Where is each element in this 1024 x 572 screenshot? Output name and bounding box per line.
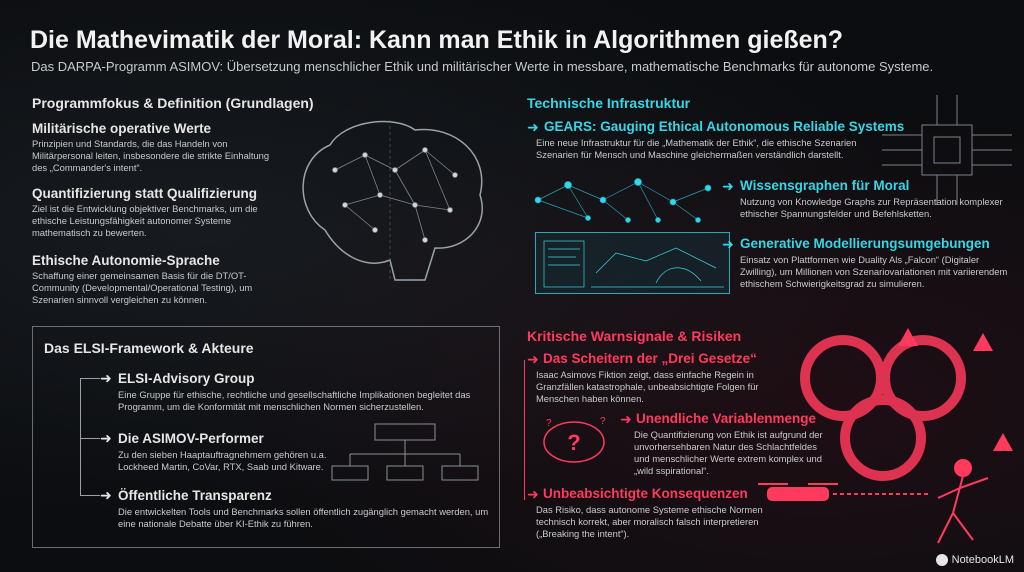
risk-item-title: Das Scheitern der „Drei Gesetze“ xyxy=(543,351,757,366)
elsi-item-title: ELSI-Advisory Group xyxy=(118,371,255,386)
arrow-right-icon: ➜ xyxy=(100,430,112,446)
notebook-logo-icon xyxy=(936,554,948,566)
arrow-right-icon: ➜ xyxy=(527,119,539,135)
page-title: Die Mathevimatik der Moral: Kann man Ethik in Algorithmen gießen? xyxy=(30,26,844,54)
brand-label: NotebookLM xyxy=(951,554,1014,566)
tech-item-title: Generative Modellierungsumgebungen xyxy=(740,236,990,251)
risk-item-body: Das Risiko, dass autonome Systeme ethische Normen technisch korrekt, aber moralisch falsch interpretieren („Breaking the intent“). xyxy=(536,504,763,539)
fokus-item-title: Ethische Autonomie-Sprache xyxy=(32,253,220,268)
elsi-connector xyxy=(80,378,81,496)
fokus-heading: Programmfokus & Definition (Grundlagen) xyxy=(32,95,314,111)
question-mark-cloud-icon xyxy=(534,412,614,470)
elsi-item-body: Eine Gruppe für ethische, rechtliche und gesellschaftliche Implikationen begleitet das Programm, um die Konformität mit menschlichen Normen sicherzustellen. xyxy=(118,389,471,412)
svg-text:?: ? xyxy=(567,430,581,455)
page-subtitle: Das DARPA-Programm ASIMOV: Übersetzung menschlicher Ethik und militärischer Werte in messbare, mathematische Benchmarks für autonome Systeme. xyxy=(31,59,934,74)
tech-item-body: Einsatz von Plattformen wie Duality Als „Falcon“ (Digitaler Zwilling), um Millionen von Szenariovariationen mit variierendem ethischem Schwierigkeitsgrad zu simulieren. xyxy=(740,254,1008,289)
arrow-right-icon: ➜ xyxy=(527,351,539,367)
fokus-item-title: Militärische operative Werte xyxy=(32,121,212,136)
tech-item-body: Nutzung von Knowledge Graphs zur Repräsentation komplexer ethischer Spannungsfelder und Befehlsketten. xyxy=(740,196,1003,219)
arrow-right-icon: ➜ xyxy=(100,487,112,503)
svg-text:?: ? xyxy=(600,416,606,427)
arrow-right-icon: ➜ xyxy=(722,178,734,194)
elsi-connector xyxy=(80,495,100,496)
knowledge-graph-illustration xyxy=(528,170,728,230)
svg-text:?: ? xyxy=(546,418,552,429)
warning-rings-drone-illustration xyxy=(748,318,1018,558)
elsi-item-body: Die entwickelten Tools und Benchmarks sollen öffentlich zugänglich gemacht werden, um eine nationale Debatte über KI-Ethik zu führen. xyxy=(118,506,489,529)
arrow-right-icon: ➜ xyxy=(100,370,112,386)
elsi-item-title: Die ASIMOV-Performer xyxy=(118,431,264,446)
elsi-connector xyxy=(80,378,100,379)
fokus-item-title: Quantifizierung statt Qualifizierung xyxy=(32,186,258,201)
elsi-connector xyxy=(80,438,100,439)
risks-connector xyxy=(524,360,525,500)
circuit-brain-illustration xyxy=(285,110,500,290)
elsi-heading: Das ELSI-Framework & Akteure xyxy=(44,340,254,356)
fokus-item-body: Ziel ist die Entwicklung objektiver Benchmarks, um die ethische Leistungsfähigkeit autonomer Systeme mathematisch zu bewerten. xyxy=(32,203,258,238)
arrow-right-icon: ➜ xyxy=(527,486,539,502)
arrow-right-icon: ➜ xyxy=(620,411,632,427)
risks-heading: Kritische Warnsignale & Risiken xyxy=(527,328,742,344)
tech-item-body: Eine neue Infrastruktur für die „Mathematik der Ethik“, die ethische Szenarien Szenarien für Mensch und Maschine gleichermaßen verständlich darstellt. xyxy=(536,137,857,160)
org-chart-illustration xyxy=(330,420,480,500)
risk-item-body: Isaac Asimovs Fiktion zeigt, dass einfache Regein in Granzfällen katastrophale, unbeabsichtigte Folgen für Menschen haben können. xyxy=(536,369,759,404)
simulation-screen-illustration xyxy=(535,232,730,294)
tech-heading: Technische Infrastruktur xyxy=(527,95,691,111)
tech-item-title: GEARS: Gauging Ethical Autonomous Reliable Systems xyxy=(544,119,905,134)
elsi-item-title: Öffentliche Transparenz xyxy=(118,488,272,503)
risk-item-body: Die Quantifizierung von Ethik ist aufgrund der unvorhersehbaren Natur des Schlachtfeldes und menschlicher Werte extrem komplex und „wild sspirational“. xyxy=(634,429,823,476)
risk-item-title: Unbeabsichtigte Konsequenzen xyxy=(543,486,748,501)
risk-item-title: Unendliche Variablenmenge xyxy=(636,411,817,426)
brand-badge xyxy=(936,554,1014,566)
fokus-item-body: Schaffung einer gemeinsamen Basis für die DT/OT-Community (Developmental/Operational Testing), um Szenarien sinnvoll vergleichen zu können. xyxy=(32,270,253,305)
microchip-illustration xyxy=(882,95,1012,205)
elsi-item-body: Zu den sieben Haaptauftragnehmern gehören u.a. Lockheed Martin, CoVar, RTX, Saab und Kitware. xyxy=(118,449,327,472)
arrow-right-icon: ➜ xyxy=(722,236,734,252)
tech-item-title: Wissensgraphen für Moral xyxy=(740,178,910,193)
fokus-item-body: Prinzipien und Standards, die das Handeln von Militärpersonal leiten, insbesondere die strikte Einhaltung des „Commander's intent“. xyxy=(32,138,270,173)
